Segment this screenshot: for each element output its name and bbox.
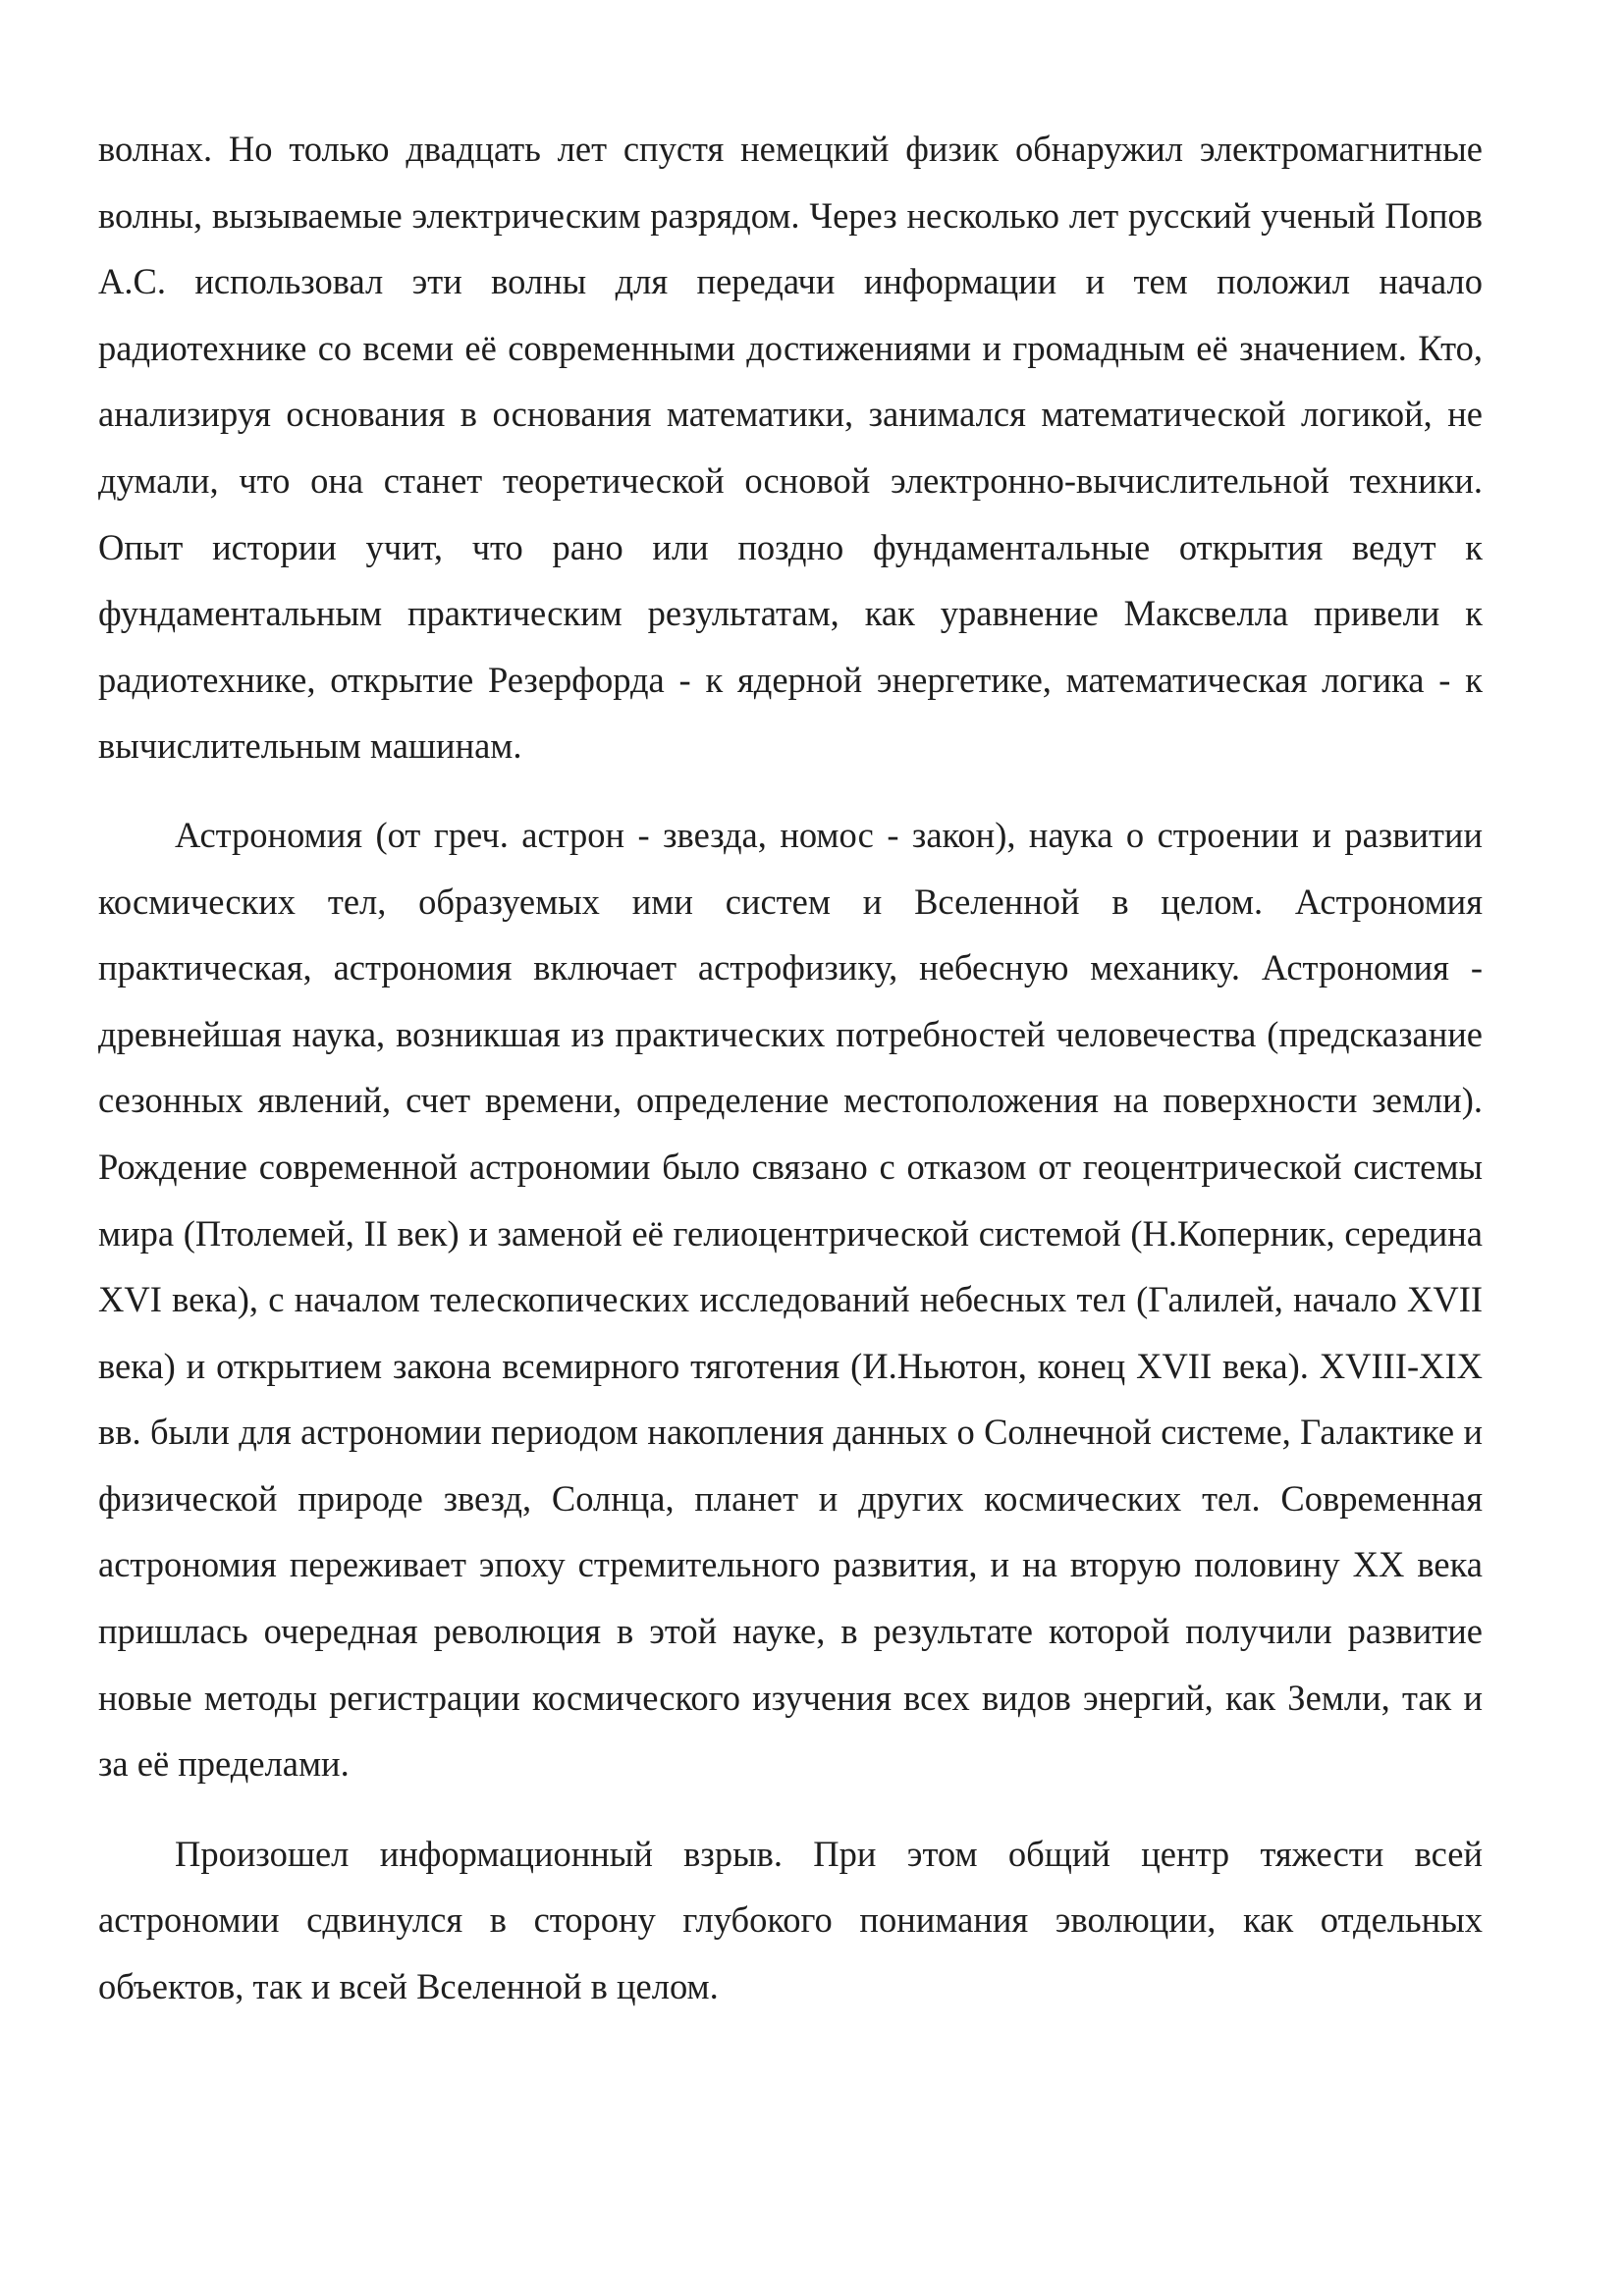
document-page	[98, 116, 1483, 2020]
paragraph-astronomy: Астрономия (от греч. астрон - звезда, номос - закон), наука о строении и развитии космических тел, образуемых ими систем и Вселенной в целом. Астрономия практическая, астрономия включает астрофизику, небесную механику. Астрономия - древнейшая наука, возникшая из практических потребностей человечества (предсказание сезонных явлений, счет времени, определение местоположения на поверхности земли). Рождение современной астрономии было связано с отказом от геоцентрической системы мира (Птолемей, II век) и заменой её гелиоцентрической системой (Н.Коперник, середина XVI века), с началом телескопических исследований небесных тел (Галилей, начало XVII века) и открытием закона всемирного тяготения (И.Ньютон, конец XVII века). XVIII-XIX вв. были для астрономии периодом накопления данных о Солнечной системе, Галактике и физической природе звезд, Солнца, планет и других космических тел. Современная астрономия переживает эпоху стремительного развития, и на вторую половину XX века пришлась очередная революция в этой науке, в результате которой получили развитие новые методы регистрации космического изучения всех видов энергий, как Земли, так и за её пределами.	[98, 814, 1483, 1785]
paragraph-information-explosion: Произошел информационный взрыв. При этом общий центр тяжести всей астрономии сдвинулся в сторону глубокого понимания эволюции, как отдельных объектов, так и всей Вселенной в целом.	[98, 1833, 1483, 2007]
paragraph-radio-history: волнах. Но только двадцать лет спустя немецкий физик обнаружил электромагнитные волны, вызываемые электрическим разрядом. Через несколько лет русский ученый Попов А.С. использовал эти волны для передачи информации и тем положил начало радиотехнике со всеми её современными достижениями и громадным её значением. Кто, анализируя основания в основания математики, занимался математической логикой, не думали, что она станет теоретической основой электронно-вычислительной техники. Опыт истории учит, что рано или поздно фундаментальные открытия ведут к фундаментальным практическим результатам, как уравнение Максвелла привели к радиотехнике, открытие Резерфорда - к ядерной энергетике, математическая логика - к вычислительным машинам.	[98, 129, 1483, 767]
